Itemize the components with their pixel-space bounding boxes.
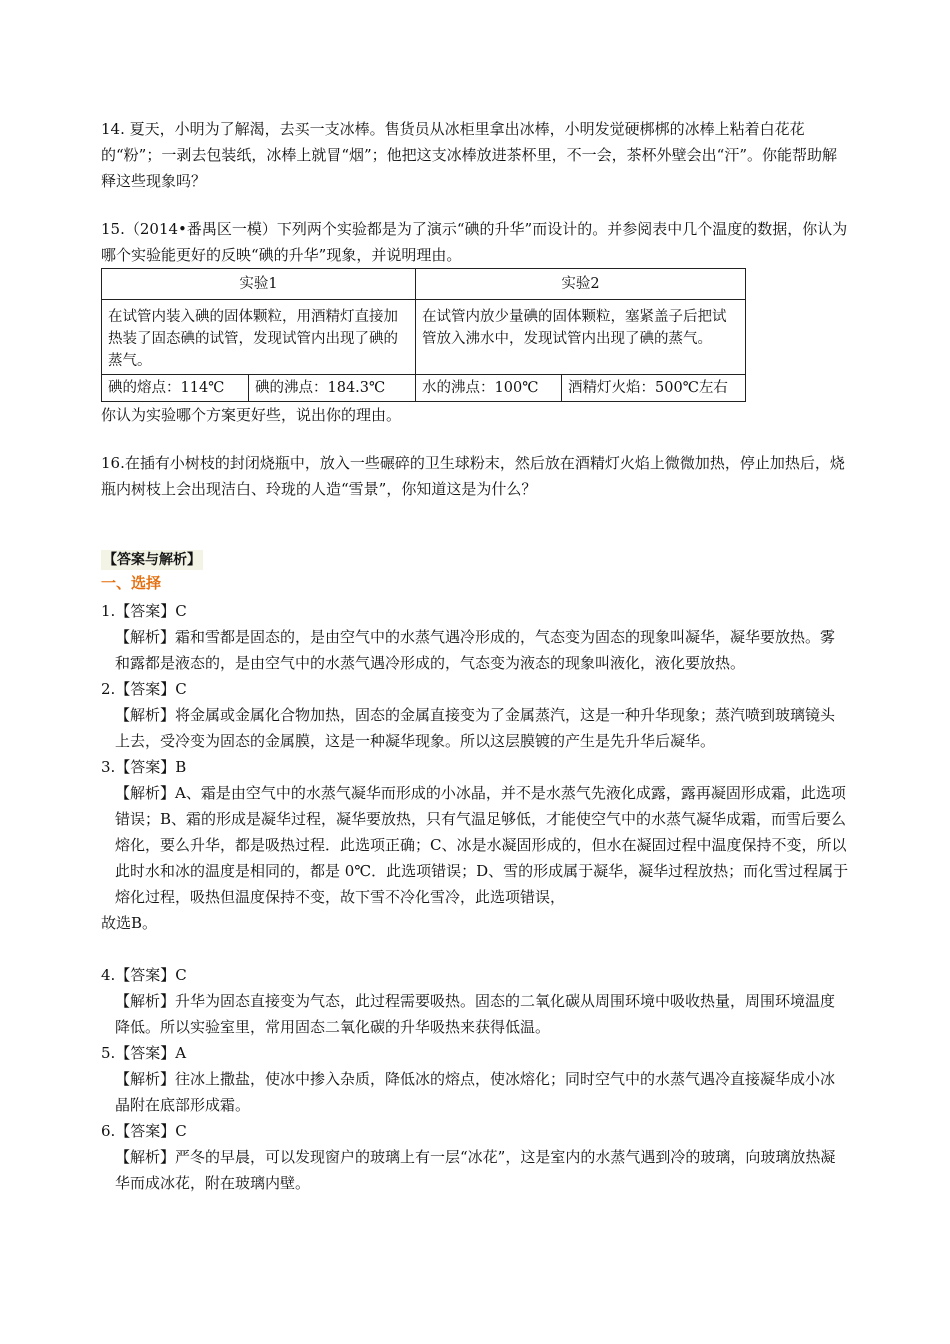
document-page [101, 116, 849, 1196]
answer-item-2 [101, 676, 849, 754]
answer-item-6 [101, 1118, 849, 1196]
experiment-table [101, 268, 746, 402]
answer-item-4 [101, 962, 849, 1040]
final-choice-text: 故选B。 [101, 914, 158, 932]
question-15 [101, 216, 849, 428]
explanation-text: 【解析】A、霜是由空气中的水蒸气凝华而形成的小冰晶，并不是水蒸气先液化成露，露再凝固形成霜，此选项错误；B、霜的形成是凝华过程，凝华要放热，只有气温足够低，才能使空气中的水蒸气凝华成霜，而雪后要么熔化，要么升华，都是吸热过程．此选项正确；C、冰是水凝固形成的，但水在凝固过程中温度保持不变，所以此时水和冰的温度是相同的，都是 0℃．此选项错误；D、雪的形成属于凝华，凝华过程放热；而化雪过程属于熔化过程，吸热但温度保持不变，故下雪不冷化雪冷，此选项错误， [115, 784, 849, 906]
answer-line: 5.【答案】A [101, 1044, 187, 1062]
answers-section [101, 550, 849, 1196]
section-heading-choice: 一、选择 [101, 574, 162, 592]
explanation-text: 【解析】往冰上撒盐，使冰中掺入杂质，降低冰的熔点，使冰熔化；同时空气中的水蒸气遇冷直接凝华成小冰晶附在底部形成霜。 [115, 1070, 836, 1114]
iodine-boiling-point: 碘的沸点：184.3℃ [249, 375, 416, 402]
question-14: 14. 夏天，小明为了解渴，去买一支冰棒。售货员从冰柜里拿出冰棒，小明发觉硬梆梆的冰棒上粘着白花花的“粉”；一剥去包装纸，冰棒上就冒“烟”；他把这支冰棒放进茶杯里，不一会，茶杯外壁会出“汗”。你能帮助解释这些现象吗？ [101, 120, 838, 190]
experiment-2-header: 实验2 [416, 269, 746, 300]
explanation-text: 【解析】升华为固态直接变为气态，此过程需要吸热。固态的二氧化碳从周围环境中吸收热量，周围环境温度降低。所以实验室里，常用固态二氧化碳的升华吸热来获得低温。 [115, 992, 836, 1036]
experiment-2-description: 在试管内放少量碘的固体颗粒，塞紧盖子后把试管放入沸水中，发现试管内出现了碘的蒸气。 [416, 300, 746, 375]
answer-line: 6.【答案】C [101, 1122, 187, 1140]
alcohol-flame-temperature: 酒精灯火焰：500℃左右 [562, 375, 746, 402]
question-15-text: 15.（2014•番禺区一模）下列两个实验都是为了演示“碘的升华”而设计的。并参阅表中几个温度的数据，你认为哪个实验能更好的反映“碘的升华”现象，并说明理由。 [101, 220, 848, 264]
answer-item-5 [101, 1040, 849, 1118]
answer-item-1 [101, 598, 849, 676]
iodine-melting-point: 碘的熔点：114℃ [102, 375, 249, 402]
answer-line: 2.【答案】C [101, 680, 187, 698]
table-header-row [102, 269, 746, 300]
experiment-1-header: 实验1 [102, 269, 416, 300]
table-temperature-row [102, 375, 746, 402]
explanation-text: 【解析】严冬的早晨，可以发现窗户的玻璃上有一层“冰花”，这是室内的水蒸气遇到冷的玻璃，向玻璃放热凝华而成冰花，附在玻璃内壁。 [115, 1148, 836, 1192]
experiment-1-description: 在试管内装入碘的固体颗粒，用酒精灯直接加热装了固态碘的试管，发现试管内出现了碘的蒸气。 [102, 300, 416, 375]
answers-title: 【答案与解析】 [103, 552, 201, 568]
question-16: 16.在插有小树枝的封闭烧瓶中，放入一些碾碎的卫生球粉末，然后放在酒精灯火焰上微微加热，停止加热后，烧瓶内树枝上会出现洁白、玲珑的人造“雪景”，你知道这是为什么？ [101, 454, 845, 498]
water-boiling-point: 水的沸点：100℃ [416, 375, 562, 402]
table-description-row [102, 300, 746, 375]
answer-line: 1.【答案】C [101, 602, 187, 620]
explanation-text: 【解析】霜和雪都是固态的，是由空气中的水蒸气遇冷形成的，气态变为固态的现象叫凝华，凝华要放热。雾和露都是液态的，是由空气中的水蒸气遇冷形成的，气态变为液态的现象叫液化，液化要放热。 [115, 628, 836, 672]
answer-line: 4.【答案】C [101, 966, 187, 984]
explanation-text: 【解析】将金属或金属化合物加热，固态的金属直接变为了金属蒸汽，这是一种升华现象；蒸汽喷到玻璃镜头上去，受冷变为固态的金属膜，这是一种凝华现象。所以这层膜镀的产生是先升华后凝华。 [115, 706, 836, 750]
question-15-prompt: 你认为实验哪个方案更好些，说出你的理由。 [101, 406, 402, 424]
answer-line: 3.【答案】B [101, 758, 187, 776]
answer-item-3 [101, 754, 849, 962]
